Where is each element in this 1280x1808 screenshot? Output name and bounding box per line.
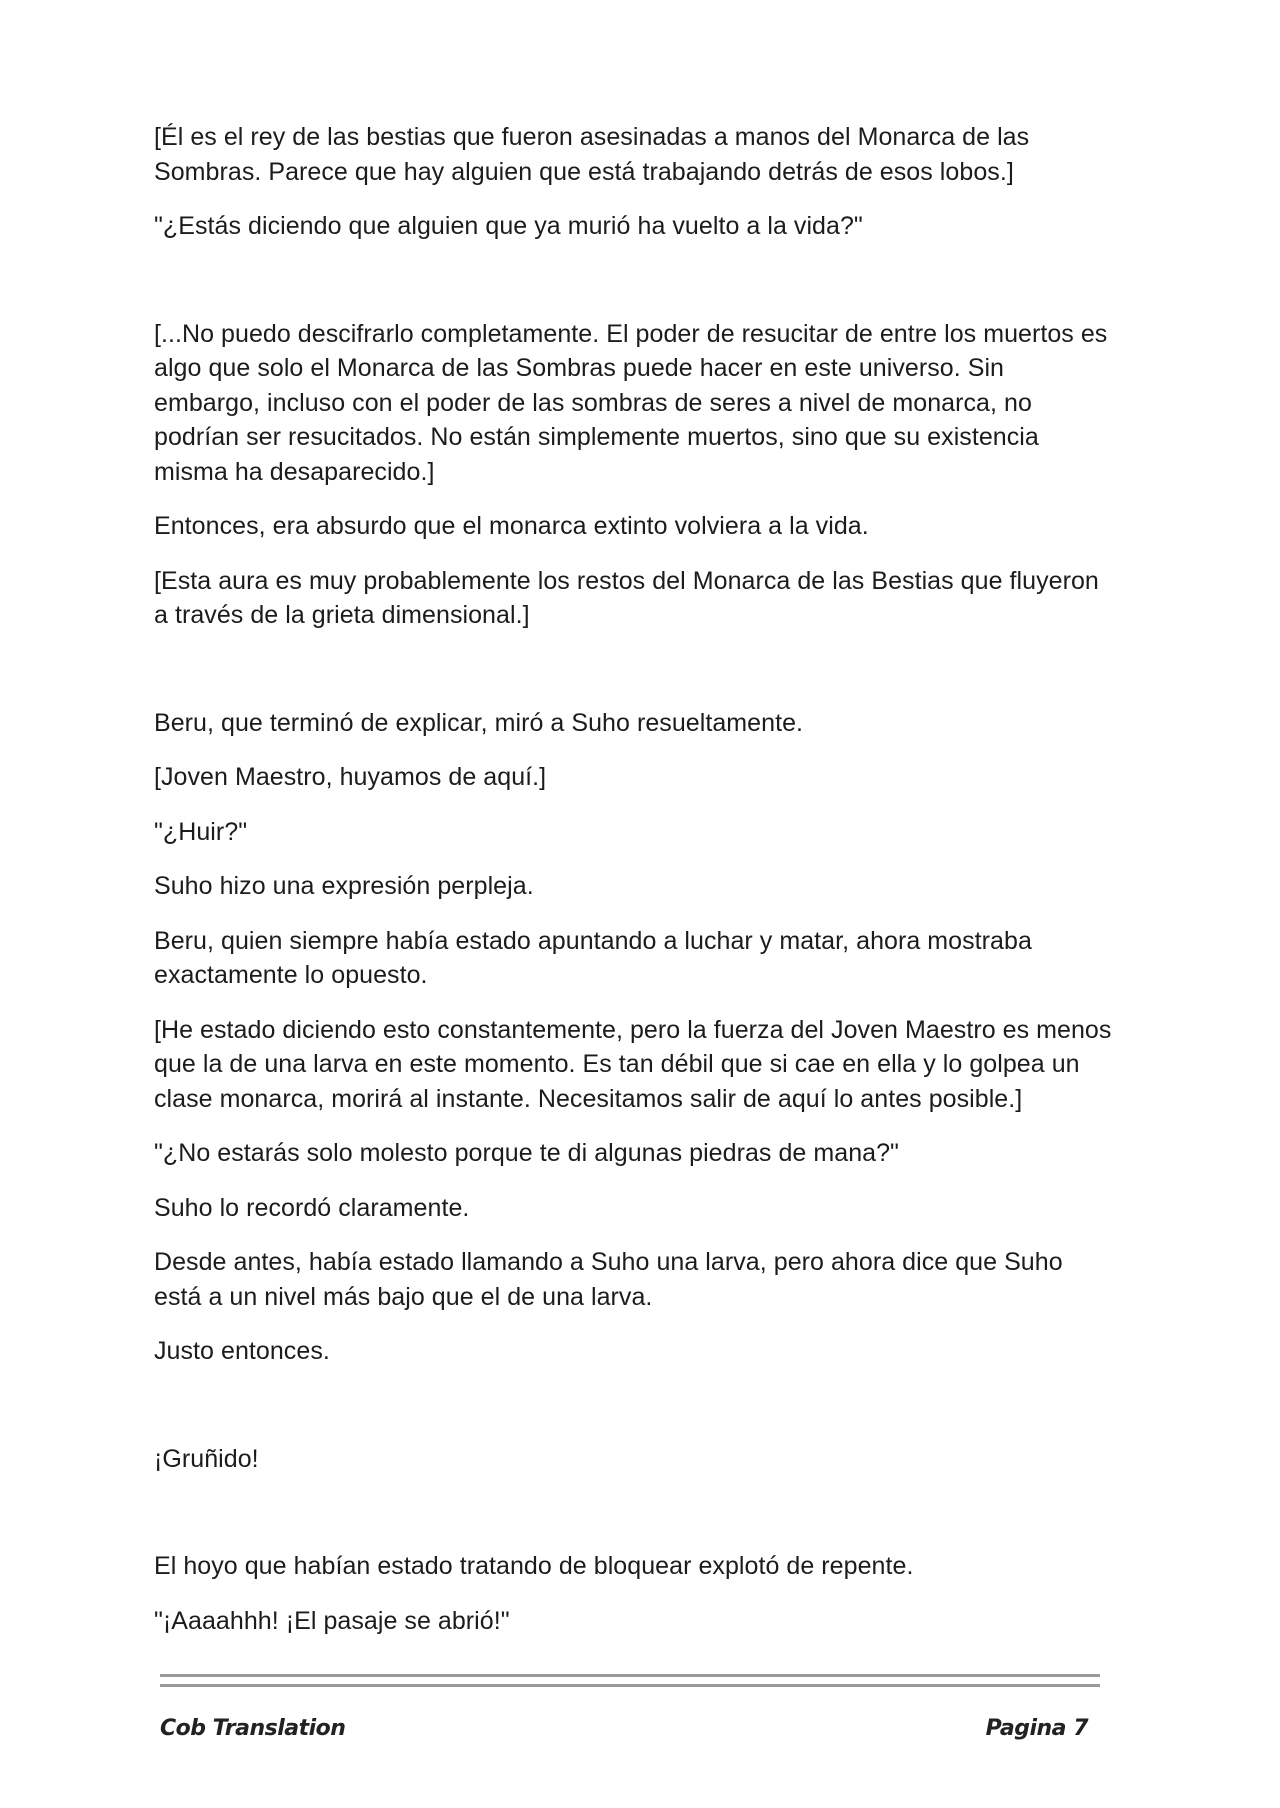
footer-divider [160,1684,1100,1687]
paragraph: [...No puedo descifrarlo completamente. El poder de resucitar de entre los muertos es algo que solo el Monarca de las Sombras puede hacer en este universo. Sin embargo, incluso con el poder de las sombras de seres a nivel de monarca, no podrían ser resucitados. No están simplemente muertos, sino que su existencia misma ha desaparecido.] [154,319,1108,486]
paragraph: El hoyo que habían estado tratando de bloquear explotó de repente. [154,1552,914,1580]
footer-divider [160,1674,1100,1677]
paragraph: Beru, quien siempre había estado apuntando a luchar y matar, ahora mostraba exactamente lo opuesto. [154,926,1032,989]
paragraph: "¿Estás diciendo que alguien que ya murió ha vuelto a la vida?" [154,212,863,240]
document-body [154,120,1114,1638]
paragraph: "¿No estarás solo molesto porque te di algunas piedras de mana?" [154,1139,899,1167]
footer-credit: Cob Translation [160,1716,346,1741]
paragraph: ¡Gruñido! [154,1444,259,1473]
paragraph: Suho lo recordó claramente. [154,1193,470,1222]
paragraph: [He estado diciendo esto constantemente, pero la fuerza del Joven Maestro es menos que la de una larva en este momento. Es tan débil que si cae en ella y lo golpea un clase monarca, morirá al instante. Necesitamos salir de aquí lo antes posible.] [154,1015,1112,1113]
paragraph: Beru, que terminó de explicar, miró a Suho resueltamente. [154,708,804,737]
paragraph: Justo entonces. [154,1337,330,1365]
paragraph: "¡Aaaahhh! ¡El pasaje se abrió!" [154,1606,510,1635]
paragraph: Desde antes, había estado llamando a Suho una larva, pero ahora dice que Suho está a un nivel más bajo que el de una larva. [154,1248,1063,1311]
page-number: Pagina 7 [985,1716,1088,1741]
paragraph: Entonces, era absurdo que el monarca extinto volviera a la vida. [154,512,869,540]
paragraph: Suho hizo una expresión perpleja. [154,872,534,900]
paragraph: [Esta aura es muy probablemente los restos del Monarca de las Bestias que fluyeron a través de la grieta dimensional.] [154,566,1099,629]
paragraph: [Joven Maestro, huyamos de aquí.] [154,763,547,791]
paragraph: [Él es el rey de las bestias que fueron asesinadas a manos del Monarca de las Sombras. Parece que hay alguien que está trabajando detrás de esos lobos.] [154,123,1030,186]
paragraph: "¿Huir?" [154,817,248,846]
